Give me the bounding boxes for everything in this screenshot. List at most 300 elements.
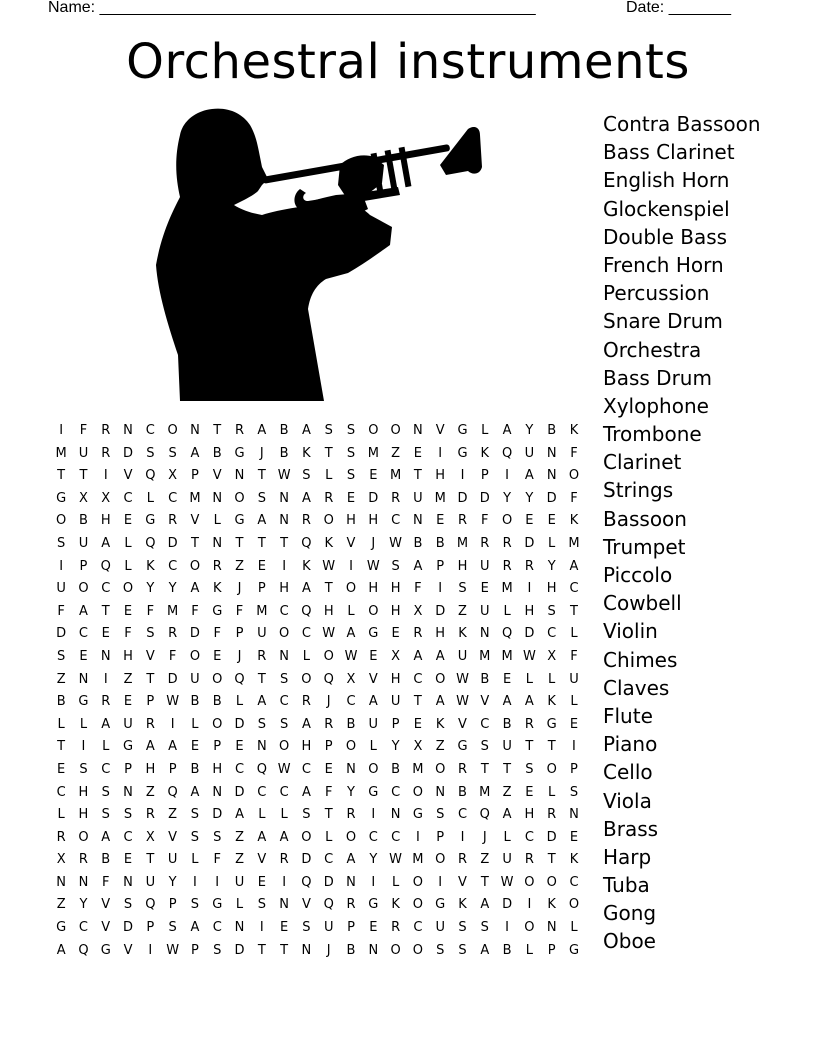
grid-letter: D [368,490,379,506]
grid-letter: I [415,829,420,845]
grid-letter: G [56,490,67,506]
grid-letter: B [212,445,222,461]
grid-letter: T [525,739,534,755]
grid-letter: T [257,942,266,958]
grid-letter: G [234,513,245,529]
grid-letter: Q [301,535,312,551]
grid-letter: U [167,852,178,868]
grid-letter: I [148,942,153,958]
grid-row [50,601,585,624]
grid-letter: P [191,468,199,484]
grid-letter: S [123,897,133,913]
grid-letter: U [435,920,445,936]
grid-letter: B [101,852,111,868]
grid-letter: C [480,716,490,732]
grid-letter: M [501,581,513,597]
grid-letter: Q [301,603,312,619]
grid-letter: X [391,648,401,664]
grid-letter: N [569,807,579,823]
grid-letter: X [547,648,557,664]
grid-letter: C [324,852,334,868]
word-list-item: Claves [603,675,670,700]
grid-letter: T [570,603,578,619]
grid-letter: R [457,852,468,868]
grid-letter: N [123,874,133,890]
grid-letter: W [344,648,358,664]
grid-letter: Z [480,852,490,868]
grid-letter: A [524,468,534,484]
grid-letter: G [435,897,446,913]
grid-letter: Z [458,603,467,619]
grid-letter: H [78,784,89,800]
word-list-item: Trumpet [603,534,686,559]
grid-letter: W [366,558,380,574]
grid-letter: Y [503,490,512,506]
grid-letter: I [527,581,532,597]
grid-letter: A [78,603,88,619]
grid-letter: A [257,829,267,845]
grid-letter: W [389,535,403,551]
grid-row [50,420,585,443]
grid-letter: S [213,829,222,845]
grid-letter: C [413,671,423,687]
grid-letter: U [569,671,579,687]
grid-letter: F [481,513,489,529]
grid-row [50,759,585,782]
grid-letter: N [234,468,245,484]
grid-letter: L [503,829,511,845]
grid-letter: A [524,694,534,710]
grid-letter: R [480,535,490,551]
grid-letter: L [235,897,244,913]
grid-letter: E [369,648,378,664]
grid-letter: S [57,648,66,664]
grid-letter: O [78,581,89,597]
grid-letter: D [524,535,535,551]
grid-letter: L [570,626,578,642]
word-list-item: Piccolo [603,563,673,587]
grid-letter: A [168,739,178,755]
grid-letter: D [123,920,134,936]
grid-letter: S [190,807,200,823]
grid-letter: A [257,423,267,438]
grid-letter: E [525,513,534,529]
grid-letter: F [570,490,578,506]
grid-letter: A [435,648,445,664]
grid-letter: C [524,829,534,845]
grid-letter: T [257,468,266,484]
grid-letter: O [412,897,424,913]
grid-letter: R [457,513,468,529]
grid-letter: E [123,513,133,529]
grid-letter: B [502,716,512,732]
grid-letter: V [301,897,311,913]
grid-letter: Y [547,558,556,574]
grid-letter: T [324,581,333,597]
grid-letter: C [301,626,311,642]
grid-letter: S [458,581,467,597]
grid-letter: O [212,671,223,687]
grid-letter: A [368,694,378,710]
grid-letter: O [435,671,446,687]
grid-letter: D [457,490,468,506]
grid-letter: R [502,535,512,551]
grid-letter: W [277,468,291,484]
grid-letter: R [524,716,534,732]
grid-letter: S [391,558,400,574]
grid-row [50,488,585,511]
grid-letter: K [212,581,222,597]
grid-letter: P [168,761,177,777]
grid-letter: R [346,807,356,823]
grid-row [50,443,585,466]
grid-letter: N [100,648,111,664]
date-field-label: Date: _______ [626,0,731,16]
grid-letter: M [55,445,67,461]
grid-letter: T [324,445,333,461]
grid-letter: V [190,513,200,529]
grid-letter: N [413,513,423,529]
grid-letter: S [525,761,534,777]
grid-letter: C [234,761,245,777]
grid-letter: B [435,535,445,551]
grid-letter: W [166,942,180,958]
grid-letter: E [369,920,378,936]
grid-letter: Q [301,874,312,890]
grid-letter: G [457,445,468,461]
grid-letter: D [123,445,134,461]
grid-letter: A [502,694,512,710]
grid-row [50,894,585,917]
grid-letter: R [502,558,512,574]
grid-letter: R [457,761,468,777]
grid-letter: S [458,920,467,936]
grid-letter: I [438,874,443,890]
word-list-item: Tuba [603,873,650,898]
grid-letter: E [123,694,133,710]
grid-letter: Z [502,784,512,800]
grid-letter: Q [167,784,178,800]
grid-letter: O [122,581,134,597]
grid-letter: I [103,671,108,687]
grid-letter: N [279,648,289,664]
grid-letter: V [212,468,222,484]
grid-letter: B [190,761,200,777]
grid-letter: C [279,603,289,619]
grid-letter: N [368,942,379,958]
grid-letter: H [145,761,156,777]
grid-letter: C [279,784,289,800]
grid-letter: P [146,920,155,936]
grid-letter: N [346,874,356,890]
grid-letter: U [323,920,334,936]
grid-letter: P [235,626,244,642]
grid-letter: Q [145,468,156,484]
grid-letter: D [234,716,245,732]
grid-letter: Y [168,874,177,890]
grid-letter: N [123,784,133,800]
grid-letter: C [413,920,423,936]
grid-letter: H [346,513,356,529]
grid-row [50,510,585,533]
grid-letter: O [568,897,580,913]
grid-letter: J [259,445,264,461]
grid-letter: O [390,942,401,958]
grid-letter: Q [479,807,490,823]
grid-letter: H [78,807,89,823]
word-list-item: Snare Drum [603,309,723,334]
grid-letter: A [190,920,200,936]
grid-row [50,917,585,940]
grid-letter: X [145,829,155,845]
grid-letter: H [524,603,535,619]
grid-letter: E [190,739,200,755]
grid-letter: E [525,784,534,800]
word-list-item: Contra Bassoon [603,112,761,136]
word-list-item: Cowbell [603,591,682,616]
grid-letter: U [56,581,66,597]
grid-letter: X [78,490,88,506]
grid-letter: M [367,445,379,461]
grid-letter: O [279,739,290,755]
grid-letter: O [56,513,67,529]
grid-letter: J [371,535,376,551]
grid-letter: S [436,807,445,823]
grid-letter: E [436,513,445,529]
grid-letter: A [145,739,155,755]
trumpet-player-silhouette-icon [150,105,490,405]
grid-letter: M [412,761,424,777]
grid-letter: W [522,648,536,664]
word-list-item: Oboe [603,929,656,954]
grid-letter: C [168,558,178,574]
grid-letter: O [345,581,357,597]
grid-letter: Y [525,423,534,438]
grid-letter: P [146,694,155,710]
grid-row [50,578,585,601]
grid-letter: R [212,558,222,574]
grid-letter: J [326,942,331,958]
grid-letter: T [503,761,512,777]
grid-letter: L [213,513,221,529]
grid-letter: K [547,897,556,913]
grid-letter: C [391,513,401,529]
grid-letter: R [56,829,66,845]
grid-letter: E [369,468,378,484]
grid-letter: L [258,807,266,823]
grid-letter: X [168,468,178,484]
grid-letter: Y [525,490,534,506]
grid-letter: A [301,423,311,438]
grid-letter: U [502,852,512,868]
grid-letter: A [56,942,66,958]
grid-letter: H [212,761,223,777]
grid-letter: R [235,423,245,438]
grid-letter: R [257,648,267,664]
grid-row [50,691,585,714]
grid-letter: W [322,558,336,574]
grid-letter: Q [256,761,267,777]
grid-letter: X [56,852,66,868]
grid-letter: S [346,445,356,461]
grid-letter: E [235,739,244,755]
grid-letter: D [546,490,557,506]
grid-letter: P [436,829,445,845]
grid-letter: L [102,739,110,755]
grid-letter: U [368,716,379,732]
grid-row [50,782,585,805]
grid-letter: G [546,716,557,732]
grid-letter: D [502,897,513,913]
grid-row [50,940,585,963]
grid-letter: C [101,581,111,597]
grid-letter: I [193,874,197,890]
grid-letter: L [525,671,533,687]
grid-letter: A [413,648,423,664]
grid-letter: L [347,603,355,619]
grid-letter: T [280,535,289,551]
grid-letter: D [56,626,67,642]
grid-letter: S [279,671,289,687]
grid-letter: R [346,897,356,913]
grid-letter: K [435,716,445,732]
grid-letter: C [168,490,178,506]
grid-letter: N [346,761,356,777]
grid-letter: B [413,535,423,551]
grid-letter: V [168,829,178,845]
grid-letter: S [123,807,133,823]
grid-letter: O [345,829,357,845]
grid-letter: L [79,716,88,732]
grid-letter: W [456,694,469,710]
grid-letter: T [57,739,66,755]
grid-letter: T [480,761,489,777]
grid-letter: Q [323,671,334,687]
word-search-grid [50,420,585,962]
grid-letter: K [569,513,579,529]
grid-letter: O [78,829,89,845]
grid-letter: S [324,423,333,438]
grid-letter: E [346,490,356,506]
grid-letter: R [279,852,289,868]
grid-letter: F [213,852,221,868]
grid-letter: L [325,829,333,845]
grid-letter: A [101,829,111,845]
grid-letter: Q [145,535,156,551]
grid-letter: P [347,920,355,936]
word-list-item: Clarinet [603,450,682,475]
grid-letter: I [527,897,532,913]
grid-letter: U [78,535,89,551]
grid-letter: G [412,807,423,823]
grid-letter: B [279,445,289,461]
grid-letter: S [346,423,356,438]
word-list [603,110,761,956]
grid-letter: I [282,874,287,890]
grid-letter: L [235,694,244,710]
grid-letter: N [279,513,289,529]
grid-letter: E [79,648,88,664]
word-list-item: Bass Clarinet [603,140,735,165]
grid-letter: C [301,761,311,777]
grid-letter: B [502,942,512,958]
grid-letter: G [457,423,468,438]
grid-letter: J [326,694,331,710]
grid-letter: B [346,716,356,732]
grid-letter: E [324,761,333,777]
grid-letter: S [569,784,579,800]
grid-letter: Q [501,626,513,642]
grid-letter: N [234,920,245,936]
grid-letter: S [257,490,266,506]
grid-letter: S [213,942,222,958]
word-list-item: Strings [603,478,674,503]
grid-letter: T [547,739,556,755]
grid-letter: M [501,648,513,664]
grid-letter: R [301,513,311,529]
grid-letter: P [124,761,132,777]
grid-letter: V [346,535,356,551]
grid-letter: D [167,671,178,687]
grid-letter: V [257,852,267,868]
word-list-item: Trombone [603,422,702,447]
grid-letter: O [524,874,535,890]
grid-letter: S [190,829,200,845]
grid-letter: N [435,784,446,800]
grid-letter: E [569,829,579,845]
grid-letter: S [257,897,266,913]
grid-row [50,872,585,895]
grid-row [50,646,585,669]
grid-letter: N [212,490,223,506]
grid-letter: H [435,468,446,484]
grid-letter: L [57,716,65,732]
grid-letter: F [124,626,132,642]
grid-letter: Z [145,784,155,800]
grid-letter: B [458,784,467,800]
word-list-item: Percussion [603,281,710,306]
grid-letter: H [123,648,133,664]
grid-letter: T [213,423,222,438]
grid-letter: R [524,558,534,574]
grid-letter: Z [168,807,178,823]
grid-letter: T [257,535,266,551]
grid-letter: A [190,581,200,597]
grid-letter: O [368,423,379,438]
grid-row [50,804,585,827]
grid-letter: A [502,423,512,438]
grid-letter: C [391,829,401,845]
grid-letter: M [167,603,179,619]
grid-letter: M [568,535,580,551]
grid-letter: E [257,874,266,890]
grid-letter: N [78,874,89,890]
grid-letter: K [324,535,333,551]
grid-letter: Y [369,852,378,868]
grid-letter: D [479,490,490,506]
word-list-item: Orchestra [603,337,702,362]
grid-letter: S [279,716,289,732]
grid-letter: H [435,626,446,642]
grid-letter: S [302,920,311,936]
grid-letter: Q [145,897,156,913]
grid-letter: T [280,942,289,958]
word-list-item: Harp [603,844,652,869]
grid-row [50,465,585,488]
grid-letter: G [123,739,134,755]
grid-letter: H [323,603,334,619]
grid-letter: F [570,445,578,461]
